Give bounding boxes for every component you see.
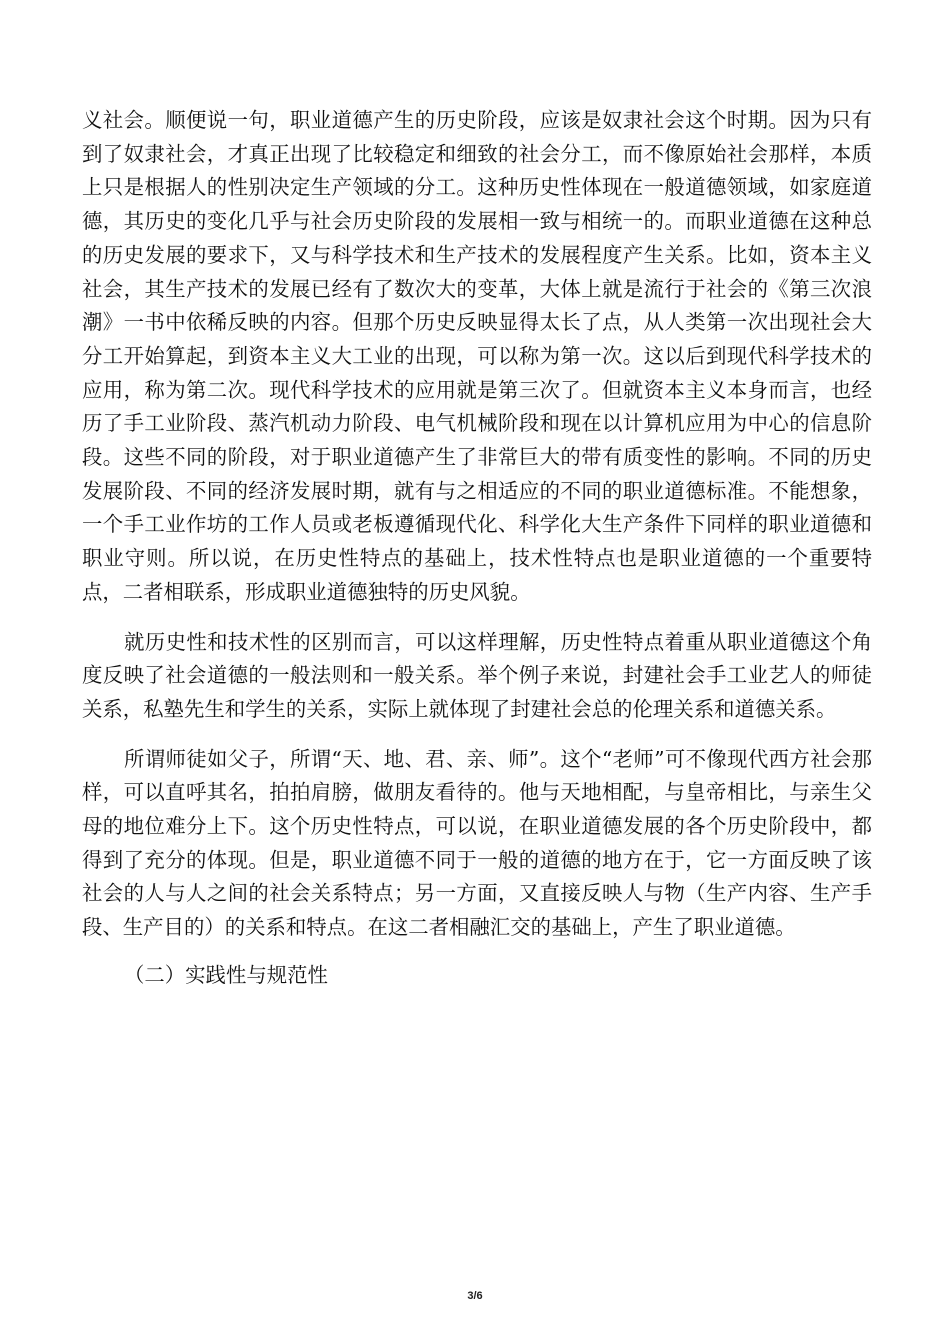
page-number: 3/6 <box>467 1290 483 1302</box>
body-paragraph: 就历史性和技术性的区别而言，可以这样理解，历史性特点着重从职业道德这个角度反映了社会道德的一般法则和一般关系。举个例子来说，封建社会手工业艺人的师徒关系，私塾先生和学生的关系，实际上就体现了封建社会总的伦理关系和道德关系。 <box>82 629 872 721</box>
document-body <box>82 104 872 993</box>
body-paragraph: 义社会。顺便说一句，职业道德产生的历史阶段，应该是奴隶社会这个时期。因为只有到了奴隶社会，才真正出现了比较稳定和细致的社会分工，而不像原始社会那样，本质上只是根据人的性别决定生产领域的分工。这种历史性体现在一般道德领域，如家庭道德，其历史的变化几乎与社会历史阶段的发展相一致与相统一的。而职业道德在这种总的历史发展的要求下，又与科学技术和生产技术的发展程度产生关系。比如，资本主义社会，其生产技术的发展已经有了数次大的变革，大体上就是流行于社会的《第三次浪潮》一书中依稀反映的内容。但那个历史反映显得太长了点，从人类第一次出现社会大分工开始算起，到资本主义大工业的出现，可以称为第一次。这以后到现代科学技术的应用，称为第二次。现代科学技术的应用就是第三次了。但就资本主义本身而言，也经历了手工业阶段、蒸汽机动力阶段、电气机械阶段和现在以计算机应用为中心的信息阶段。这些不同的阶段，对于职业道德产生了非常巨大的带有质变性的影响。不同的历史发展阶段、不同的经济发展时期，就有与之相适应的不同的职业道德标准。不能想象，一个手工业作坊的工作人员或老板遵循现代化、科学化大生产条件下同样的职业道德和职业守则。所以说，在历史性特点的基础上，技术性特点也是职业道德的一个重要特点，二者相联系，形成职业道德独特的历史风貌。 <box>82 108 872 604</box>
body-paragraph: 所谓师徒如父子，所谓“天、地、君、亲、师”。这个“老师”可不像现代西方社会那样，可以直呼其名，拍拍肩膀，做朋友看待的。他与天地相配，与皇帝相比，与亲生父母的地位难分上下。这个历史性特点，可以说，在职业道德发展的各个历史阶段中，都得到了充分的体现。但是，职业道德不同于一般的道德的地方在于，它一方面反映了该社会的人与人之间的社会关系特点；另一方面，又直接反映人与物（生产内容、生产手段、生产目的）的关系和特点。在这二者相融汇交的基础上，产生了职业道德。 <box>82 746 872 940</box>
section-heading: （二）实践性与规范性 <box>124 962 328 987</box>
